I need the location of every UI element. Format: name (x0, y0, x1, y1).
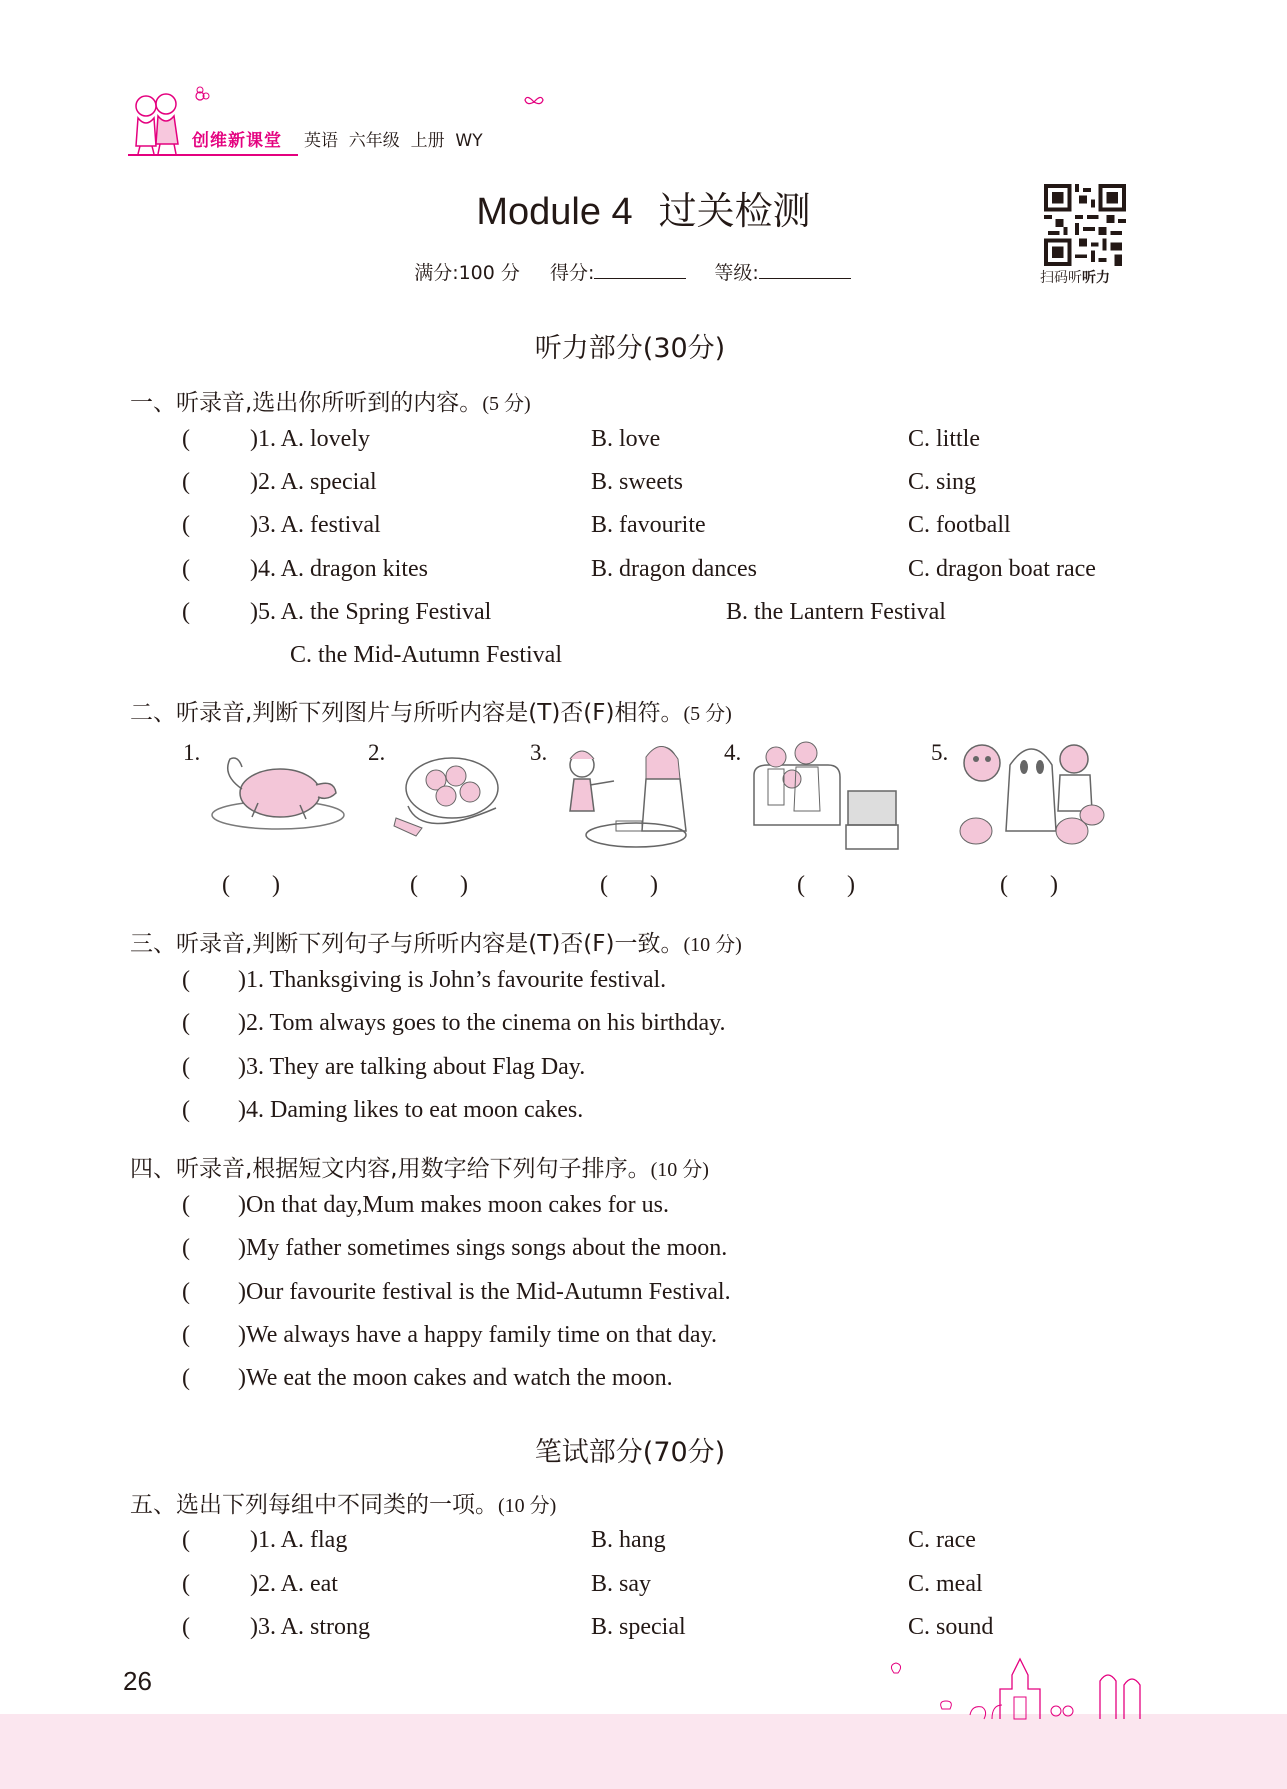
score-label: 得分: (549, 262, 595, 284)
section-2-heading (130, 694, 732, 727)
picture-number: 2. (368, 740, 386, 765)
title-name: 过关检测 (658, 189, 811, 233)
answer-paren[interactable]: ( (182, 1010, 190, 1036)
header-divider (128, 154, 298, 156)
answer-paren[interactable]: ( (182, 967, 190, 993)
answer-paren[interactable]: ( (182, 1097, 190, 1123)
answer-paren[interactable]: ( (182, 599, 190, 625)
answer-paren[interactable]: ( (182, 1279, 190, 1305)
full-score: 满分:100 分 (414, 262, 520, 284)
footer-band (0, 1714, 1287, 1789)
question-row (182, 469, 1182, 499)
section-3-heading-text: 三、听录音,判断下列句子与所听内容是(T)否(F)一致。 (130, 931, 684, 957)
answer-paren[interactable]: ( (182, 426, 190, 452)
option-b: B. the Lantern Festival (726, 599, 946, 625)
answer-paren[interactable]: ( (182, 469, 190, 495)
question-row (182, 599, 1182, 629)
statement: )Our favourite festival is the Mid-Autumn Festival. (238, 1279, 731, 1305)
statement: )We eat the moon cakes and watch the moon. (238, 1365, 673, 1391)
castle-decoration-icon (880, 1645, 1180, 1721)
statement: )4. Daming likes to eat moon cakes. (238, 1097, 584, 1123)
answer-paren[interactable]: ( (182, 556, 190, 582)
option-a: )2. A. special (250, 469, 377, 495)
listening-section-title: 听力部分(30分) (534, 333, 726, 364)
question-row (182, 1010, 726, 1037)
statement: )3. They are talking about Flag Day. (238, 1054, 586, 1080)
option-a: )1. A. lovely (250, 426, 370, 452)
picture-number: 4. (724, 740, 742, 765)
answer-paren[interactable]: ( (182, 1322, 190, 1348)
question-row (182, 1322, 717, 1349)
question-row (182, 426, 1182, 456)
answer-paren[interactable]: ( ) (410, 872, 468, 898)
module-label: Module 4 (476, 191, 633, 233)
option-c: C. sing (908, 469, 977, 495)
answer-paren[interactable]: ( (182, 1614, 190, 1640)
question-row (182, 1235, 727, 1262)
option-a: )1. A. flag (250, 1527, 348, 1553)
option-b: B. favourite (591, 512, 706, 538)
section-1-points: (5 分) (482, 393, 531, 415)
qr-label (1040, 267, 1110, 287)
statement: )We always have a happy family time on that day. (238, 1322, 718, 1348)
section-4-heading-text: 四、听录音,根据短文内容,用数字给下列句子排序。 (130, 1156, 651, 1182)
section-5-points: (10 分) (498, 1495, 557, 1517)
option-c: C. the Mid-Autumn Festival (290, 642, 562, 668)
writing-section-title: 笔试部分(70分) (534, 1437, 726, 1468)
option-c: C. sound (908, 1614, 994, 1640)
question-row (182, 1571, 1182, 1601)
section-2-points: (5 分) (683, 703, 732, 725)
brand-name: 创维新课堂 (192, 131, 282, 151)
question-row (182, 512, 1182, 542)
section-4-points: (10 分) (650, 1159, 709, 1181)
roast-turkey-icon (208, 745, 348, 835)
option-b: B. dragon dances (591, 556, 757, 582)
section-1-heading (130, 384, 531, 417)
section-2-heading-text: 二、听录音,判断下列图片与所听内容是(T)否(F)相符。 (130, 700, 684, 726)
score-blank[interactable] (594, 260, 686, 279)
option-c: C. dragon boat race (908, 556, 1096, 582)
book-info: 英语 六年级 上册 WY (304, 131, 483, 151)
option-c: C. meal (908, 1571, 983, 1597)
answer-paren[interactable]: ( (182, 1365, 190, 1391)
option-c: C. race (908, 1527, 976, 1553)
butterfly-icon (523, 94, 545, 110)
question-row (182, 967, 666, 994)
grade-label: 等级: (714, 262, 759, 284)
option-c: C. little (908, 426, 980, 452)
answer-paren[interactable]: ( (182, 1235, 190, 1261)
sweet-dumplings-bowl-icon (392, 748, 502, 848)
qr-label-prefix: 扫码听 (1040, 270, 1082, 286)
option-b: B. hang (591, 1527, 666, 1553)
section-3-points: (10 分) (683, 934, 742, 956)
kids-mascot-icon (128, 88, 184, 156)
section-4-heading (130, 1150, 709, 1183)
question-row (182, 556, 1182, 586)
option-b: B. say (591, 1571, 651, 1597)
question-row (182, 1279, 731, 1306)
option-a: )4. A. dragon kites (250, 556, 428, 582)
answer-paren[interactable]: ( ) (797, 872, 855, 898)
answer-paren[interactable]: ( (182, 1527, 190, 1553)
option-a: )5. A. the Spring Festival (250, 599, 492, 625)
flower-icon (190, 86, 210, 106)
question-row (182, 1097, 583, 1124)
answer-paren[interactable]: ( ) (1000, 872, 1058, 898)
section-3-heading (130, 925, 742, 958)
picture-number: 3. (530, 740, 548, 765)
option-a: )3. A. strong (250, 1614, 370, 1640)
statement: )On that day,Mum makes moon cakes for us. (238, 1192, 670, 1218)
girl-and-mother-icon (556, 735, 706, 853)
statement: )My father sometimes sings songs about the moon. (238, 1235, 728, 1261)
answer-paren[interactable]: ( (182, 1571, 190, 1597)
page-number: 26 (123, 1666, 152, 1696)
section-5-heading-text: 五、选出下列每组中不同类的一项。 (130, 1492, 498, 1518)
answer-paren[interactable]: ( (182, 1192, 190, 1218)
question-row (182, 1614, 1182, 1644)
answer-paren[interactable]: ( ) (222, 872, 280, 898)
qr-code-icon[interactable] (1044, 184, 1126, 266)
section-1-heading-text: 一、听录音,选出你所听到的内容。 (130, 390, 483, 416)
question-row (182, 1527, 1182, 1557)
answer-paren[interactable]: ( ) (600, 872, 658, 898)
question-row (182, 1365, 673, 1392)
option-a: )2. A. eat (250, 1571, 338, 1597)
answer-paren[interactable]: ( (182, 512, 190, 538)
halloween-costumes-icon (956, 735, 1106, 853)
section-5-heading (130, 1486, 556, 1519)
family-watching-tv-icon (748, 735, 900, 853)
question-row (182, 1192, 669, 1219)
picture-number: 1. (183, 740, 201, 765)
option-b: B. sweets (591, 469, 683, 495)
option-b: B. special (591, 1614, 686, 1640)
option-c: C. football (908, 512, 1011, 538)
grade-blank[interactable] (759, 260, 851, 279)
statement: )1. Thanksgiving is John’s favourite festival. (238, 967, 667, 993)
question-row (182, 1054, 585, 1081)
option-b: B. love (591, 426, 661, 452)
qr-label-bold: 听力 (1082, 270, 1110, 286)
book-header (128, 88, 548, 158)
statement: )2. Tom always goes to the cinema on his birthday. (238, 1010, 726, 1036)
answer-paren[interactable]: ( (182, 1054, 190, 1080)
option-a: )3. A. festival (250, 512, 381, 538)
picture-number: 5. (931, 740, 949, 765)
